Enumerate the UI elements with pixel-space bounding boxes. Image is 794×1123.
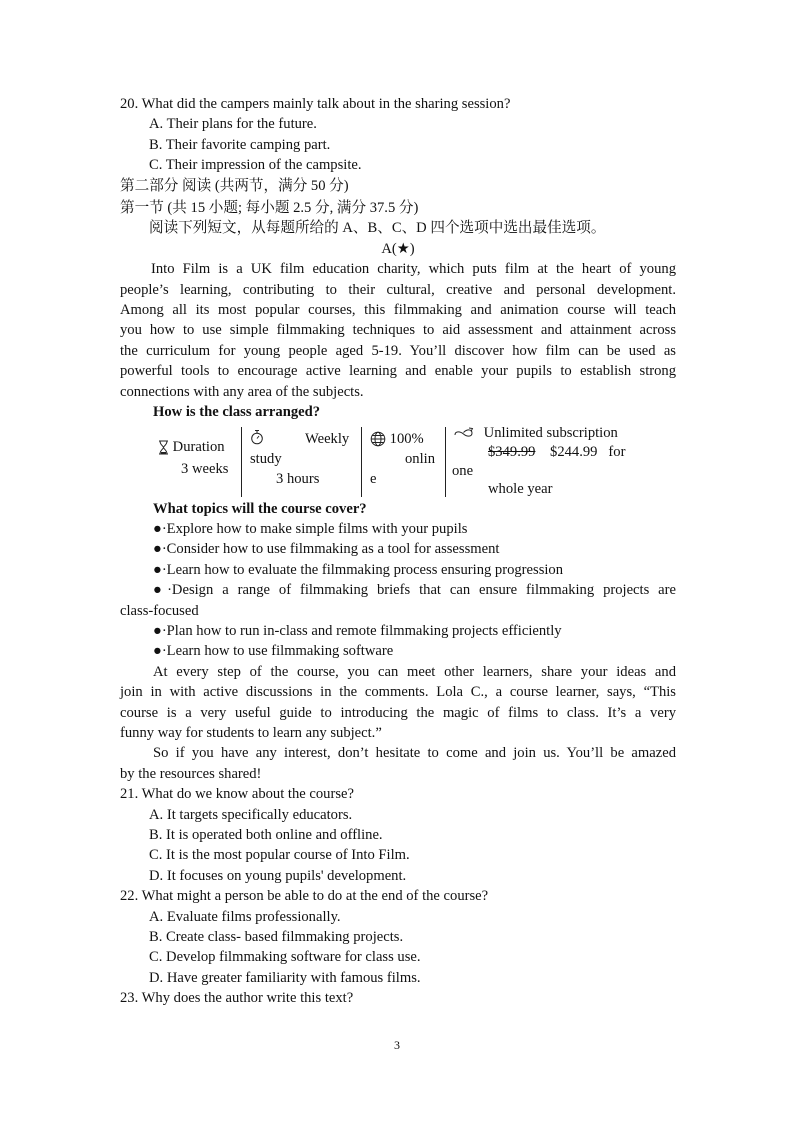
q20-option-b: B. Their favorite camping part. [149,136,331,153]
price-cell [488,442,625,462]
hourglass-icon [158,440,169,455]
para1-line: connections with any area of the subjects. [120,383,364,400]
q22-option-d: D. Have greater familiarity with famous films. [149,969,421,986]
page-number: 3 [394,1038,400,1052]
para1-line: Among all its most popular courses, this filmmaking and animation course will teach [120,302,676,319]
q20-option-a: A. Their plans for the future. [149,116,317,133]
whole-year: whole year [488,480,553,497]
question-22-stem: 22. What might a person be able to do at the end of the course? [120,888,489,905]
q21-option-c: C. It is the most popular course of Into Film. [149,847,410,864]
topics-heading: What topics will the course cover? [153,500,367,517]
class-arrangement-table [152,423,676,499]
para2-line: At every step of the course, you can meet other learners, share your ideas and [153,663,676,680]
old-price: $349.99 [488,443,536,460]
q22-option-c: C. Develop filmmaking software for class use. [149,949,421,966]
para2-line: funny way for students to learn any subject.” [120,724,382,741]
para1-line: people’s learning, contributing to their cultural, creative and personal development. [120,281,676,298]
question-21-stem: 21. What do we know about the course? [120,786,354,803]
one-word: one [452,462,474,479]
topic-item: ●·Explore how to make simple films with your pupils [153,520,468,537]
para3-line: by the resources shared! [120,765,262,782]
q22-option-b: B. Create class- based filmmaking projects. [149,929,404,946]
q21-option-b: B. It is operated both online and offline. [149,827,383,843]
part2-title: 第二部分 阅读 (共两节，满分 50 分) [120,177,349,194]
topic-item: ●·Learn how to use filmmaking software [153,643,394,660]
topic-item: ●·Learn how to evaluate the filmmaking process ensuring progression [153,561,564,578]
q21-option-d: D. It focuses on young pupils' development. [149,867,407,884]
study-value: 3 hours [276,470,320,487]
study-label: study [250,450,282,467]
para2-line: course is a very useful guide to introducing the magic of films to class. It’s a very [120,704,676,721]
stopwatch-icon [250,429,264,445]
exam-page [120,94,676,1009]
duration-value: 3 weeks [181,460,229,477]
infinity-icon [454,427,474,439]
para1-line: the curriculum for young people aged 5-19. You’ll discover how film can be used as [120,342,676,359]
study-weekly: Weekly [305,430,350,447]
stopwatch-cell [250,427,264,447]
q20-option-c: C. Their impression of the campsite. [149,157,362,174]
duration-label: Duration [172,438,225,455]
q22-option-a: A. Evaluate films professionally. [149,908,341,925]
subscription-cell [454,423,618,443]
topic-item: ●·Design a range of filmmaking briefs that can ensure filmmaking projects are [153,582,676,599]
online-word-part2: e [370,470,377,487]
online-word-part1: onlin [405,450,435,467]
topic-item: ●·Consider how to use filmmaking as a tool for assessment [153,541,500,558]
q21-option-a: A. It targets specifically educators. [149,806,353,823]
reading-instruction: 阅读下列短文，从每题所给的 A、B、C、D 四个选项中选出最佳选项。 [149,220,606,237]
globe-icon [370,431,386,447]
para1-line: Into Film is a UK film education charity, which puts film at the heart of young [151,261,676,278]
question-23-stem: 23. Why does the author write this text? [120,990,354,1007]
online-percent: 100% [389,430,424,447]
topic-item: ●·Plan how to run in-class and remote filmmaking projects efficiently [153,622,562,639]
question-20-stem: 20. What did the campers mainly talk about in the sharing session? [120,96,511,112]
para1-line: you how to use simple filmmaking techniques to aid assessment and attainment across [120,322,676,339]
section1-title: 第一节 (共 15 小题; 每小题 2.5 分, 满分 37.5 分) [120,200,419,217]
para1-line: powerful tools to encourage active learning and enable your pupils to establish strong [120,363,676,380]
para2-line: join in with active discussions in the comments. Lola C., a course learner, says, “This [120,684,676,701]
subscription-label: Unlimited subscription [483,424,618,441]
for-word: for [608,443,626,460]
topic-item-continued: class-focused [120,602,199,619]
arranged-heading: How is the class arranged? [153,404,321,421]
para3-line: So if you have any interest, don’t hesitate to come and join us. You’ll be amazed [153,745,676,762]
online-cell [370,429,424,449]
table-divider [361,427,362,497]
duration-cell [158,437,225,457]
passage-label: A(★) [381,240,415,257]
new-price: $244.99 [550,443,598,460]
table-divider [445,427,446,497]
table-divider [241,427,242,497]
